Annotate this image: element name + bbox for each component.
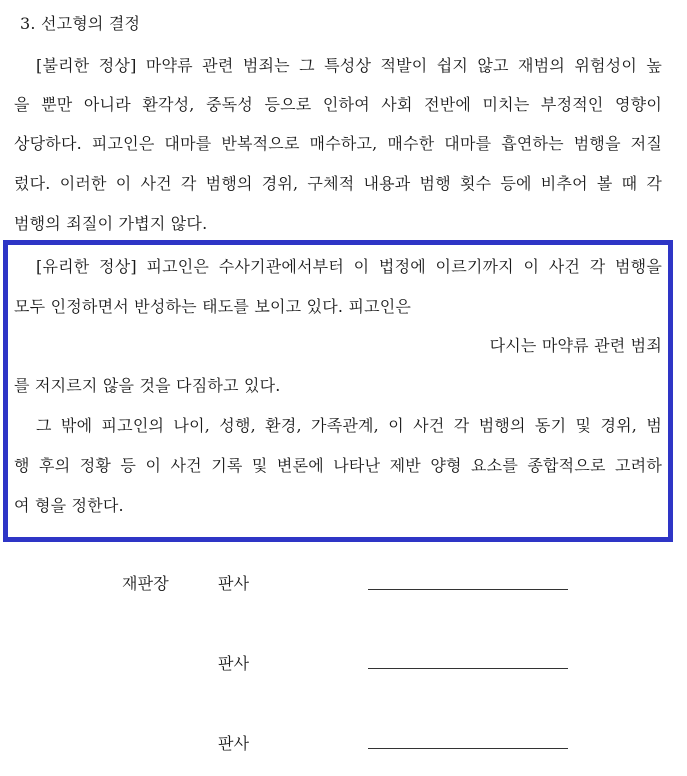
other-line-1: 그 밖에 피고인의 나이, 성행, 환경, 가족관계, 이 사건 각 범행의 동기 및 경위, 범 <box>36 416 662 435</box>
judge-label-2: 판사 <box>218 654 250 673</box>
unfavorable-line-1: [불리한 정상] 마약류 관련 범죄는 그 특성상 적발이 쉽지 않고 재범의 위험성이 높 <box>36 56 662 75</box>
judge-label-1: 판사 <box>218 574 250 593</box>
signature-line-1 <box>368 589 568 590</box>
other-line-3: 여 형을 정한다. <box>14 496 124 515</box>
favorable-line-1: [유리한 정상] 피고인은 수사기관에서부터 이 법정에 이르기까지 이 사건 각 범행을 <box>36 257 662 276</box>
judge-label-3: 판사 <box>218 734 250 753</box>
unfavorable-line-5: 범행의 죄질이 가볍지 않다. <box>14 214 208 233</box>
signature-line-3 <box>368 748 568 749</box>
section-heading: 3. 선고형의 결정 <box>20 14 141 33</box>
favorable-line-3: 다시는 마약류 관련 범죄 <box>489 336 662 355</box>
unfavorable-line-2: 을 뿐만 아니라 환각성, 중독성 등으로 인하여 사회 전반에 미치는 부정적인 영향이 <box>14 95 662 114</box>
unfavorable-line-3: 상당하다. 피고인은 대마를 반복적으로 매수하고, 매수한 대마를 흡연하는 범행을 저질 <box>14 134 662 153</box>
presiding-judge-label: 재판장 <box>122 574 169 593</box>
signature-line-2 <box>368 668 568 669</box>
favorable-line-4: 를 저지르지 않을 것을 다짐하고 있다. <box>14 376 281 395</box>
favorable-line-2: 모두 인정하면서 반성하는 태도를 보이고 있다. 피고인은 <box>14 297 412 316</box>
unfavorable-line-4: 렀다. 이러한 이 사건 각 범행의 경위, 구체적 내용과 범행 횟수 등에 비추어 볼 때 각 <box>14 174 662 193</box>
other-line-2: 행 후의 정황 등 이 사건 기록 및 변론에 나타난 제반 양형 요소를 종합적으로 고려하 <box>14 456 662 475</box>
